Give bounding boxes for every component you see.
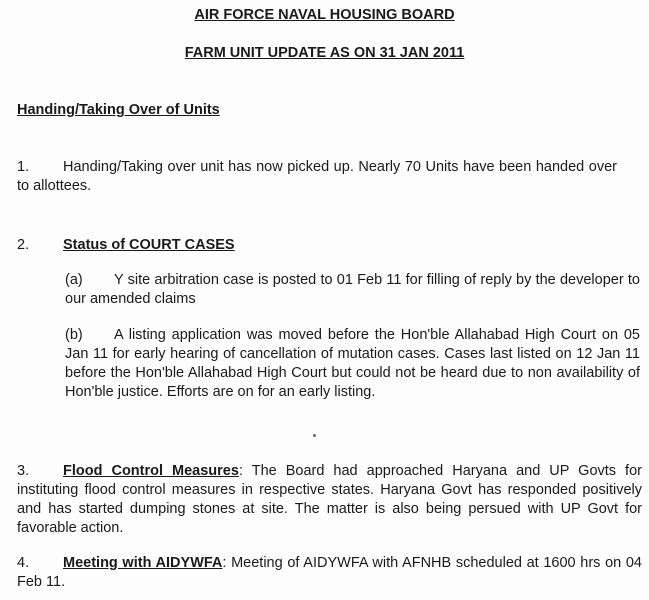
document-title: AIR FORCE NAVAL HOUSING BOARD [194, 7, 455, 23]
item-1-number: 1. [17, 159, 30, 175]
item-2a-label: (a) [65, 272, 83, 288]
item-2b-text: A listing application was moved before the Hon'ble Allahabad High Court on 05 Jan 11 for early hearing of cancellation of mutation cases. Cases last listed on 12 Jan 11 before the Hon'ble Allahabad High Court but could not be heard due to non availability of Hon'ble justice. Efforts are on for an early listing. [65, 327, 640, 400]
item-3 [17, 462, 642, 538]
item-4-text: : Meeting of AIDYWFA with AFNHB scheduled at 1600 hrs on 04 Feb 11. [17, 555, 642, 590]
item-2b [65, 326, 640, 402]
item-3-title: Flood Control Measures [63, 463, 239, 479]
item-2b-label: (b) [65, 327, 83, 343]
item-2-number: 2. [17, 237, 30, 253]
item-3-text: : The Board had approached Haryana and UP Govts for instituting flood control measures in respective states. Haryana Govt has responded positively and has started dumping stones at site. The matter is also being persued with UP Govt for favorable action. [17, 463, 642, 536]
item-2-title: Status of COURT CASES [63, 237, 235, 253]
document-subtitle: FARM UNIT UPDATE AS ON 31 JAN 2011 [184, 45, 465, 61]
item-4-number: 4. [17, 555, 30, 571]
item-2a [65, 271, 640, 309]
item-4-title: Meeting with AIDYWFA [63, 555, 223, 571]
item-3-number: 3. [17, 463, 30, 479]
item-2 [17, 236, 617, 255]
item-1-text: Handing/Taking over unit has now picked up. Nearly 70 Units have been handed over to allottees. [17, 159, 617, 194]
item-2a-text: Y site arbitration case is posted to 01 Feb 11 for filling of reply by the developer to our amended claims [65, 272, 640, 307]
scan-speck [313, 434, 316, 437]
item-4 [17, 554, 642, 592]
item-1 [17, 158, 617, 196]
section-heading: Handing/Taking Over of Units [17, 102, 220, 118]
